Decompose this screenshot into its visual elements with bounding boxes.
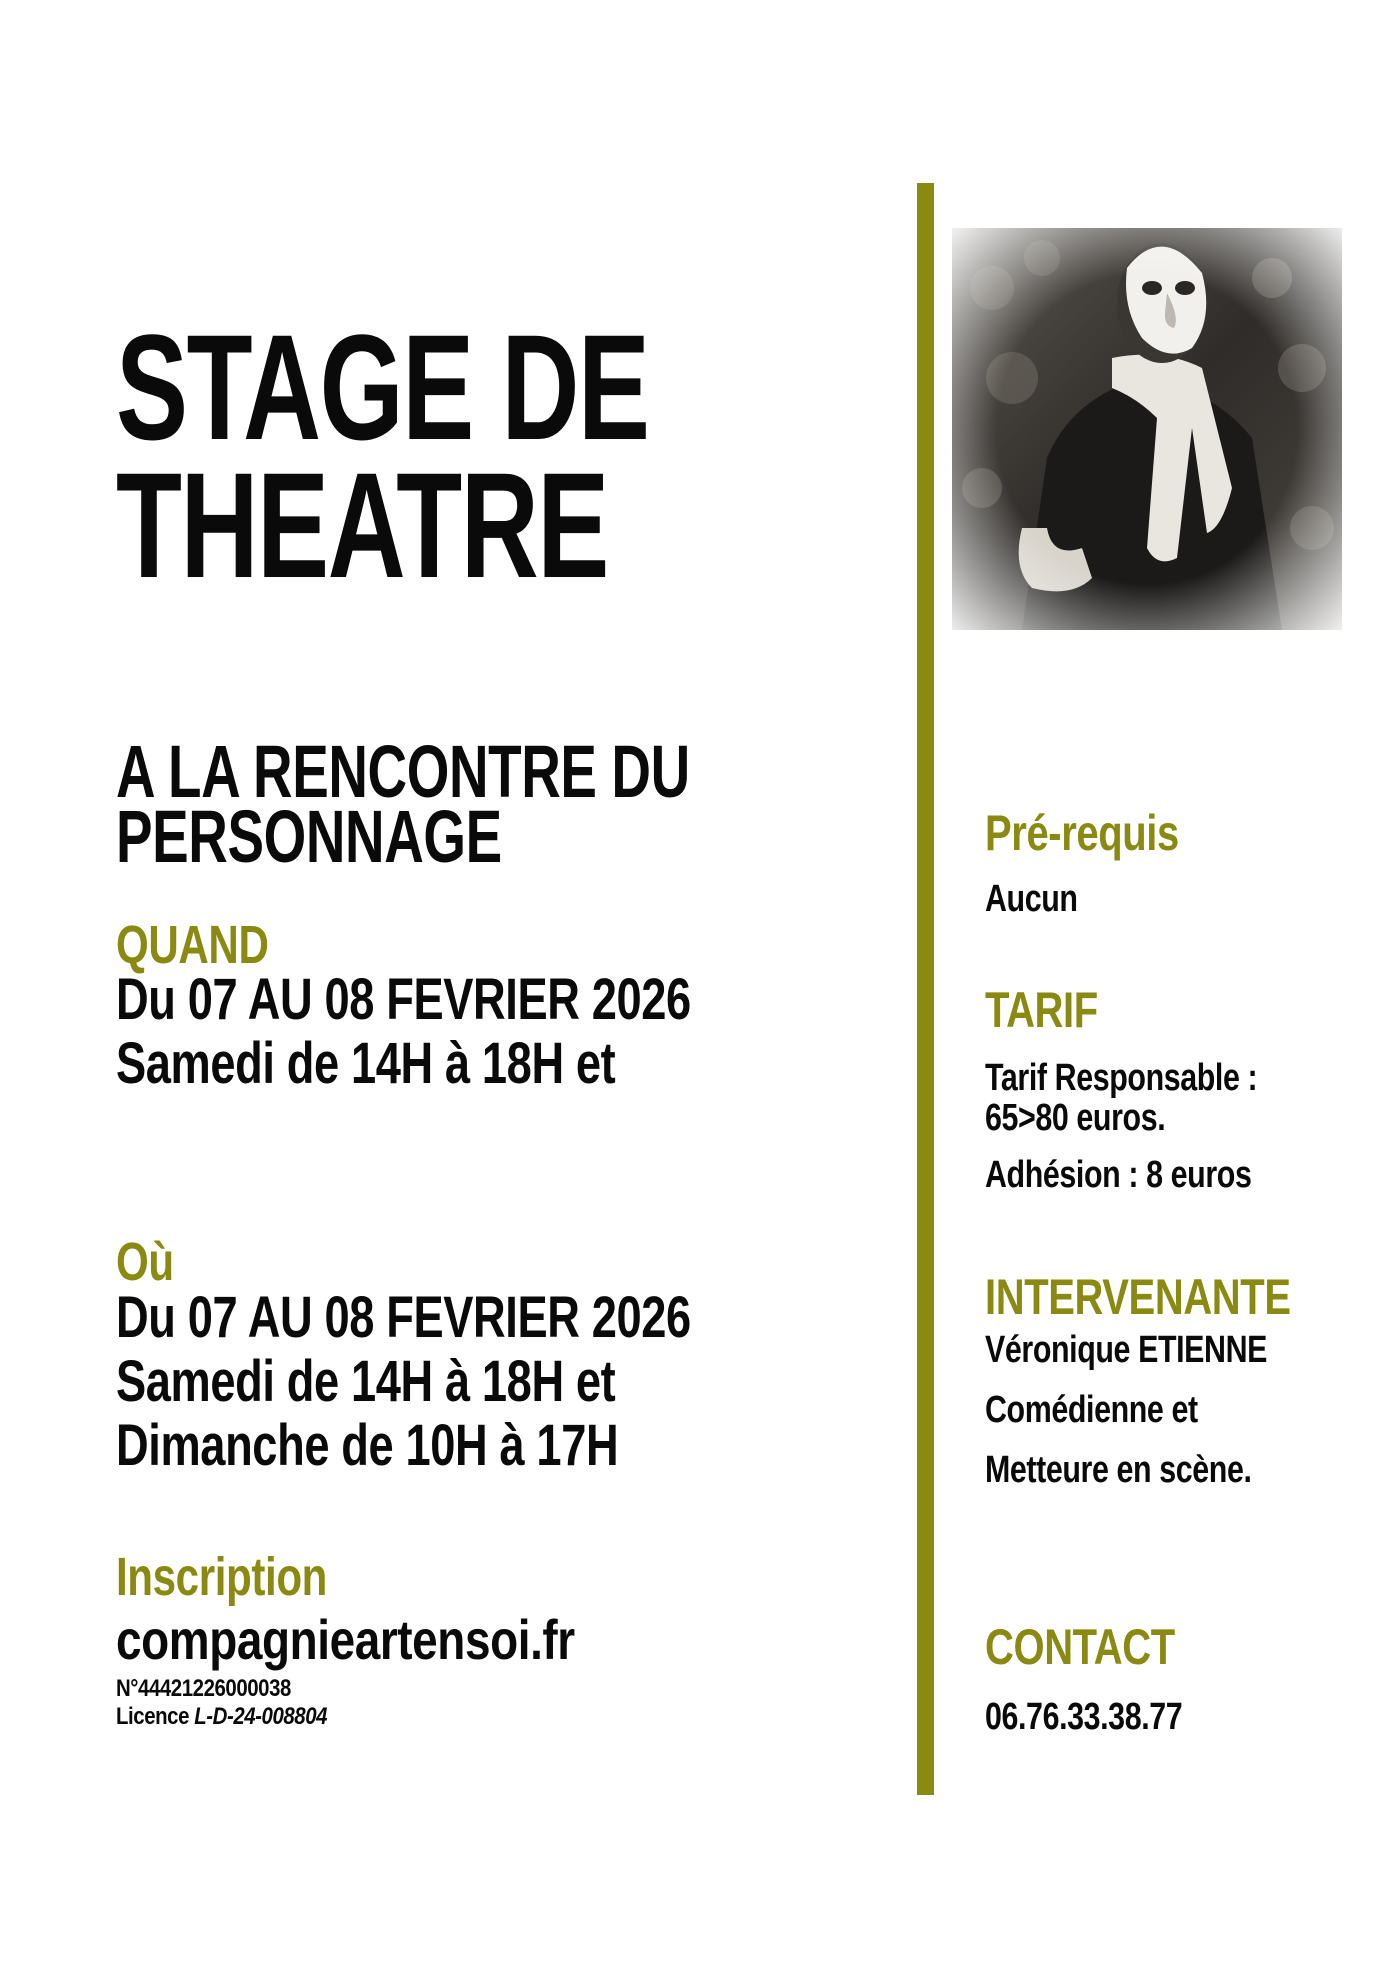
intervenante-heading: INTERVENANTE [985,1269,1291,1325]
when-hours: Samedi de 14H à 18H et [116,1031,616,1096]
adhesion-fee: Adhésion : 8 euros [985,1154,1252,1196]
vertical-divider [917,183,934,1795]
title-line-1: STAGE DE [116,303,649,471]
siret-number: N°44421226000038 [116,1675,291,1702]
masked-actor-photo-icon [952,228,1342,630]
inscription-heading: Inscription [116,1547,328,1607]
intervenante-role-line-2: Metteure en scène. [985,1449,1252,1491]
where-details [116,1286,691,1478]
where-heading: Où [116,1232,174,1292]
contact-heading: CONTACT [985,1619,1175,1675]
tarif-heading: TARIF [985,982,1098,1038]
title-line-2: THEATRE [116,441,608,609]
when-details [116,968,691,1096]
intervenante-role-line-1: Comédienne et [985,1389,1198,1431]
subtitle-line-2: PERSONNAGE [116,795,502,878]
inscription-website[interactable]: compagnieartensoi.fr [116,1608,575,1671]
prerequisites-heading: Pré-requis [985,805,1179,861]
where-sunday-hours: Dimanche de 10H à 17H [116,1413,619,1478]
where-saturday-hours: Samedi de 14H à 18H et [116,1349,616,1414]
licence-number: L-D-24-008804 [194,1703,328,1730]
tarif-responsable-label: Tarif Responsable : [985,1057,1258,1099]
subtitle-line-1: A LA RENCONTRE DU [116,730,690,813]
contact-phone[interactable]: 06.76.33.38.77 [985,1696,1183,1738]
prerequisites-value: Aucun [985,878,1078,920]
where-dates: Du 07 AU 08 FEVRIER 2026 [116,1285,691,1350]
when-heading: QUAND [116,915,269,975]
when-dates: Du 07 AU 08 FEVRIER 2026 [116,967,691,1032]
intervenante-name: Véronique ETIENNE [985,1329,1268,1371]
licence-label: Licence [116,1703,190,1730]
tarif-price-range: 65>80 euros. [985,1097,1166,1139]
licence-line [116,1704,327,1730]
